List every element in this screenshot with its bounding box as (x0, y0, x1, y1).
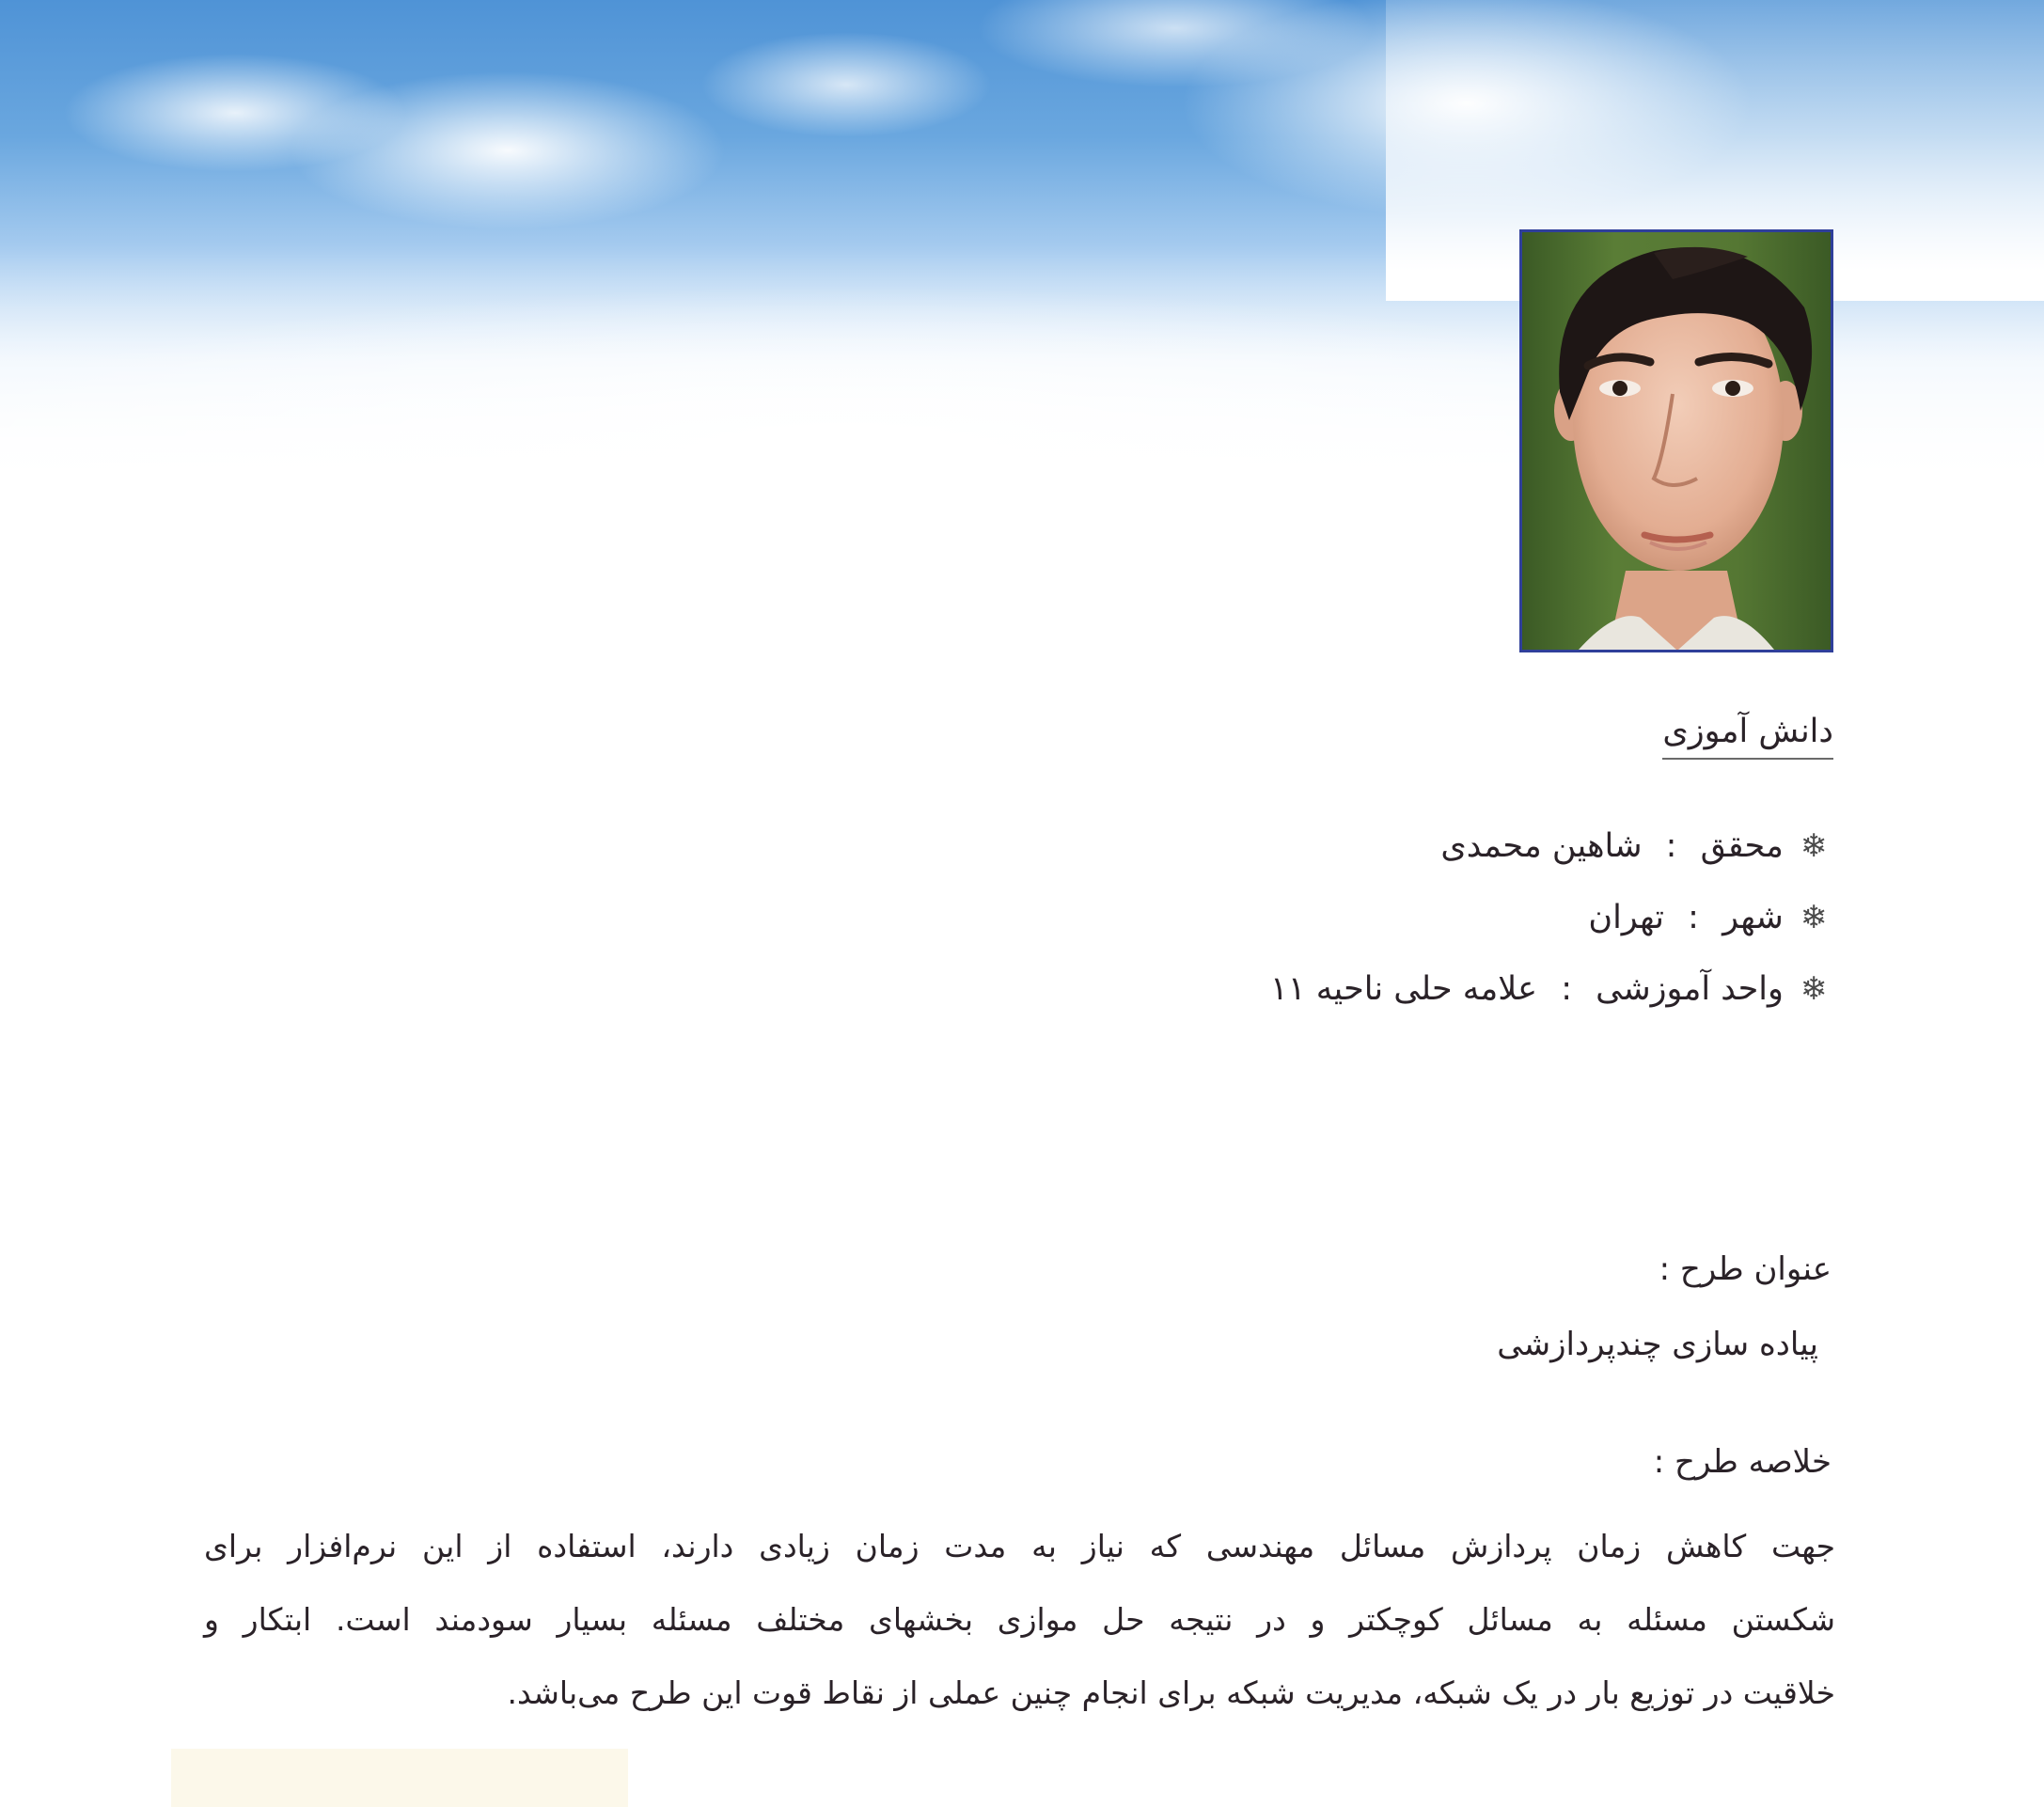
footer-note-box (171, 1749, 628, 1807)
info-city (1588, 899, 1833, 936)
student-photo (1519, 229, 1833, 652)
summary-line: خلاقیت در توزیع بار در یک شبکه، مدیریت شبکه برای انجام چنین عملی از نقاط قوت این طرح می‌باشد. (507, 1674, 1835, 1711)
info-label: شهر (1722, 899, 1784, 936)
summary-line: جهت کاهش زمان پردازش مسائل مهندسی که نیاز به مدت زمان زیادی دارند، استفاده از این نرم‌افزار برای (204, 1528, 1835, 1564)
info-researcher (1440, 827, 1833, 865)
section-heading: دانش آموزی (1662, 713, 1833, 760)
project-summary (204, 1510, 1835, 1730)
summary-line: شکستن مسئله به مسائل کوچکتر و در نتیجه حل موازی بخشهای مختلف مسئله بسیار سودمند است. ابتکار و (204, 1601, 1835, 1638)
snowflake-icon: ❄ (1800, 827, 1828, 865)
info-separator: : (1665, 827, 1677, 865)
info-label: واحد آموزشی (1596, 970, 1784, 1008)
project-summary-label: خلاصه طرح : (1653, 1443, 1832, 1481)
project-title-label: عنوان طرح : (1659, 1250, 1832, 1288)
info-school (1270, 970, 1833, 1008)
snowflake-icon: ❄ (1800, 970, 1828, 1008)
snowflake-icon: ❄ (1800, 899, 1828, 936)
portrait-image (1522, 232, 1831, 650)
project-title-value: پیاده سازی چندپردازشی (1497, 1326, 1818, 1363)
info-separator: : (1561, 970, 1572, 1008)
info-value: شاهین محمدی (1440, 827, 1643, 865)
info-label: محقق (1700, 827, 1784, 865)
info-value: تهران (1588, 899, 1664, 936)
info-separator: : (1688, 899, 1699, 936)
info-value: علامه حلی ناحیه ۱۱ (1270, 970, 1538, 1008)
